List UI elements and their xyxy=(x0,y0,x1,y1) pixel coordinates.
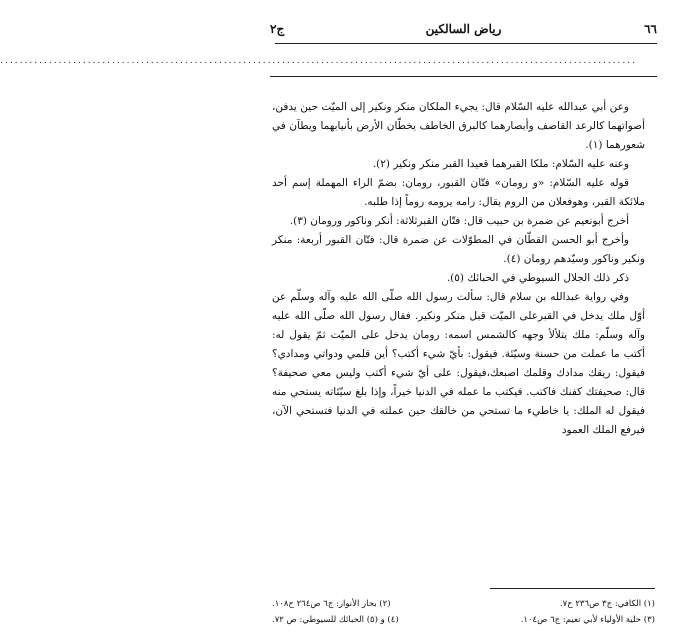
footnote-row xyxy=(272,596,655,612)
footnote-row xyxy=(272,612,655,628)
paragraph: وأخرج أبو الحسن القطّان في المطوّلات عن ضمرة قال: فتّان القبور أربعة: منكر ونكير وناكور وسيّدهم رومان (٤). xyxy=(272,234,645,265)
footnotes xyxy=(272,596,655,628)
footnote: (٣) حلية الأولياء لأبي نعيم: ج٦ ص١٠٤. xyxy=(520,615,655,625)
volume-label: ج٢ xyxy=(270,22,285,36)
paragraph: وعنه عليه السّلام: ملكا القبرهما قعيدا القبر منكر ونكير (٢). xyxy=(372,158,629,170)
paragraph: أخرج أبونعيم عن ضمرة بن حبيب قال: فتّان القبرثلاثة: أنكر وناكور ورومان (٣). xyxy=(289,215,629,227)
paragraph: ذكر ذلك الجلال السيوطي في الحبائك (٥). xyxy=(446,272,629,284)
paragraph: وفي رواية عبدالله بن سلام قال: سألت رسول الله صلّى الله عليه وآله وسلّم عن أوّل ملك يدخل في القبرعلى الميّت قبل منكر ونكير. فقال رسول الله صلّى الله عليه وآله وسلّم: ملك يتلألأ وجهه كالشمس اسمه: رومان يدخل على الميّت ثمّ يقول له: أكتب ما عملت من حسنة وسيّئة. فيقول: بأيّ شيء أكتب؟ أين قلمي ودواتي ومدادي؟ فيقول: ريقك مدادك وقلمك اصبعك،فيقول: على أيّ شيء أكتب وليس معي صحيفة؟ قال: صحيفتك كفنك فاكتب. فيكتب ما عمله في الدنيا خيراً، وإذا بلغ سيّئاته يستحي منه فيقول له الملك: يا خاطيء ما تستحي من خالقك حين عملته في الدنيا فتستحي الآن، فيرفع الملك العمود xyxy=(272,291,645,436)
dotted-separator: ................................................................................................................................... xyxy=(0,56,637,66)
paragraph: قوله عليه السّلام: «و رومان» فتّان القبور، رومان: بضمّ الراء المهملة إسم أحد ملائكة القبر، وهوفعلان من الروم يقال: رامه يرومه روماً إذا طلبه. xyxy=(272,177,645,208)
footnote: (٢) بحار الأنوار: ج٦ ص٢٦٤ ح١٠٨. xyxy=(272,599,391,609)
running-header xyxy=(270,22,657,40)
page-number: ٦٦ xyxy=(644,22,657,36)
paragraph: وعن أبي عبدالله عليه السّلام قال: يجيء الملكان منكر ونكير إلى الميّت حين يدفن، أصواتهما كالرعد القاصف وأبصارهما كالبرق الخاطف يخطّان الأرض بأنيابهما ويطآن في شعورهما (١). xyxy=(272,101,645,151)
header-rule xyxy=(275,43,657,44)
header-rule-lower xyxy=(270,76,657,77)
footnote: (١) الكافي: ج٣ ص٢٣٦ ح٧. xyxy=(559,599,655,609)
main-text xyxy=(272,98,645,440)
footnote: (٤) و (٥) الحبائك للسيوطي: ص ٧٢. xyxy=(272,615,399,625)
footnote-rule xyxy=(490,588,655,589)
book-title: رياض السالكين xyxy=(425,22,502,36)
